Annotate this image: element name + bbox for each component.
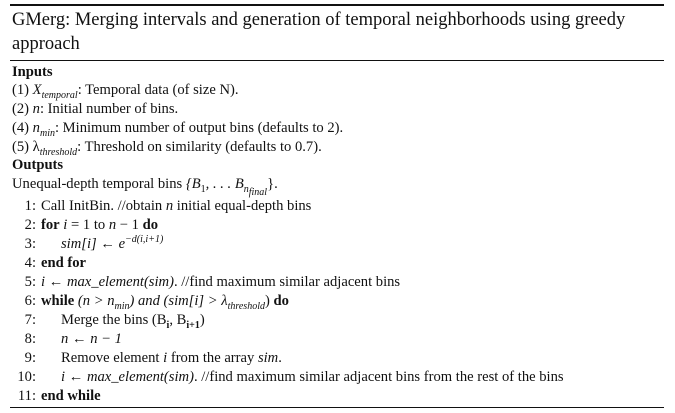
- step-text: .: [278, 350, 282, 366]
- step-text: from the array: [167, 350, 258, 366]
- step-var: sim: [257, 350, 279, 366]
- step-var: i: [163, 350, 168, 366]
- input-text: : Initial number of bins.: [39, 101, 179, 117]
- output-set-close: }.: [267, 176, 278, 192]
- input-line-1: [12, 81, 239, 99]
- output-line: [12, 175, 278, 198]
- input-prefix: (2): [12, 101, 33, 117]
- step-text: . //find maximum similar adjacent bins from the rest of the bins: [193, 369, 564, 385]
- step-10: [12, 368, 564, 386]
- input-subscript: temporal: [41, 89, 78, 101]
- step-4: [12, 254, 86, 272]
- step-number: 10:: [17, 369, 36, 385]
- input-prefix: (4): [12, 120, 33, 136]
- step-9: [12, 349, 282, 367]
- input-line-2: [12, 100, 178, 118]
- output-set-open: {B: [185, 176, 201, 192]
- step-subscript: i: [166, 319, 170, 331]
- inputs-heading: Inputs: [12, 64, 53, 80]
- step-subscript: threshold: [227, 300, 265, 312]
- step-subscript: i+1: [186, 319, 200, 331]
- output-set-mid: , . . . B: [205, 176, 244, 192]
- input-symbol: X: [32, 82, 42, 98]
- step-keyword: end for: [41, 255, 86, 271]
- input-prefix: (5): [12, 139, 33, 155]
- output-text: Unequal-depth temporal bins: [12, 176, 186, 192]
- step-var: n: [165, 198, 174, 214]
- step-3: [12, 235, 163, 253]
- outputs-heading: Outputs: [12, 157, 64, 173]
- input-text: : Temporal data (of size N).: [77, 82, 239, 98]
- step-number: 2:: [24, 217, 36, 233]
- input-text: : Threshold on similarity (defaults to 0.7).: [77, 139, 322, 155]
- step-var: i: [41, 274, 46, 290]
- step-text: = 1 to: [67, 217, 109, 233]
- top-rule: [10, 4, 664, 6]
- step-11: [12, 387, 101, 405]
- step-text: Remove element: [61, 350, 164, 366]
- step-text: − 1: [116, 217, 143, 233]
- step-2: [12, 216, 158, 234]
- step-expr: n ← n − 1: [61, 331, 122, 347]
- step-expr: ) and (sim[i] > λ: [129, 293, 228, 309]
- input-line-4: [12, 138, 322, 156]
- input-symbol: n: [32, 120, 40, 136]
- step-number: 1:: [24, 198, 36, 214]
- input-symbol: λ: [32, 139, 40, 155]
- bottom-rule: [10, 407, 664, 408]
- step-subscript: min: [114, 300, 130, 312]
- output-sub2-n: n: [243, 183, 249, 195]
- output-sub2: [243, 183, 268, 198]
- step-text: , B: [169, 312, 187, 328]
- step-number: 8:: [24, 331, 36, 347]
- step-text: initial equal-depth bins: [173, 198, 312, 214]
- step-keyword: do: [273, 293, 289, 309]
- input-subscript: threshold: [39, 146, 78, 158]
- step-5: [12, 273, 400, 291]
- step-text: Merge the bins (B: [61, 312, 167, 328]
- output-sub1: 1: [200, 183, 206, 195]
- step-8: [12, 330, 122, 348]
- input-text: : Minimum number of output bins (defaults to 2).: [54, 120, 344, 136]
- output-sub2-final: final: [248, 186, 268, 198]
- step-var: sim: [61, 236, 82, 252]
- step-1: [12, 197, 311, 215]
- title-rule: [10, 60, 664, 61]
- step-text: ): [264, 293, 274, 309]
- step-exponent: −d(i,i+1): [125, 234, 164, 246]
- step-expr: i ← max_element(sim): [61, 369, 194, 385]
- input-line-3: [12, 119, 343, 137]
- step-text: Call InitBin. //obtain: [41, 198, 166, 214]
- step-var: n: [108, 217, 117, 233]
- step-text: ←: [45, 274, 67, 290]
- step-keyword: do: [142, 217, 159, 233]
- input-subscript: min: [39, 127, 55, 139]
- input-prefix: (1): [12, 82, 33, 98]
- step-text: ): [199, 312, 205, 328]
- step-number: 7:: [24, 312, 36, 328]
- algorithm-title: GMerg: Merging intervals and generation of temporal neighborhoods using greedy approach: [12, 10, 626, 54]
- step-7: [12, 311, 205, 329]
- input-symbol: n: [32, 101, 40, 117]
- step-number: 11:: [17, 388, 36, 404]
- step-keyword: while: [41, 293, 75, 309]
- step-6: [12, 292, 289, 310]
- step-keyword: for: [41, 217, 60, 233]
- step-number: 4:: [24, 255, 36, 271]
- step-number: 3:: [24, 236, 36, 252]
- step-keyword: end while: [41, 388, 101, 404]
- step-expr: [i] ← e: [81, 236, 126, 252]
- step-expr: (n > n: [74, 293, 115, 309]
- step-var: i: [63, 217, 68, 233]
- step-expr: max_element(sim): [66, 274, 174, 290]
- step-number: 5:: [24, 274, 36, 290]
- step-number: 9:: [24, 350, 36, 366]
- step-number: 6:: [24, 293, 36, 309]
- step-text: . //find maximum similar adjacent bins: [173, 274, 401, 290]
